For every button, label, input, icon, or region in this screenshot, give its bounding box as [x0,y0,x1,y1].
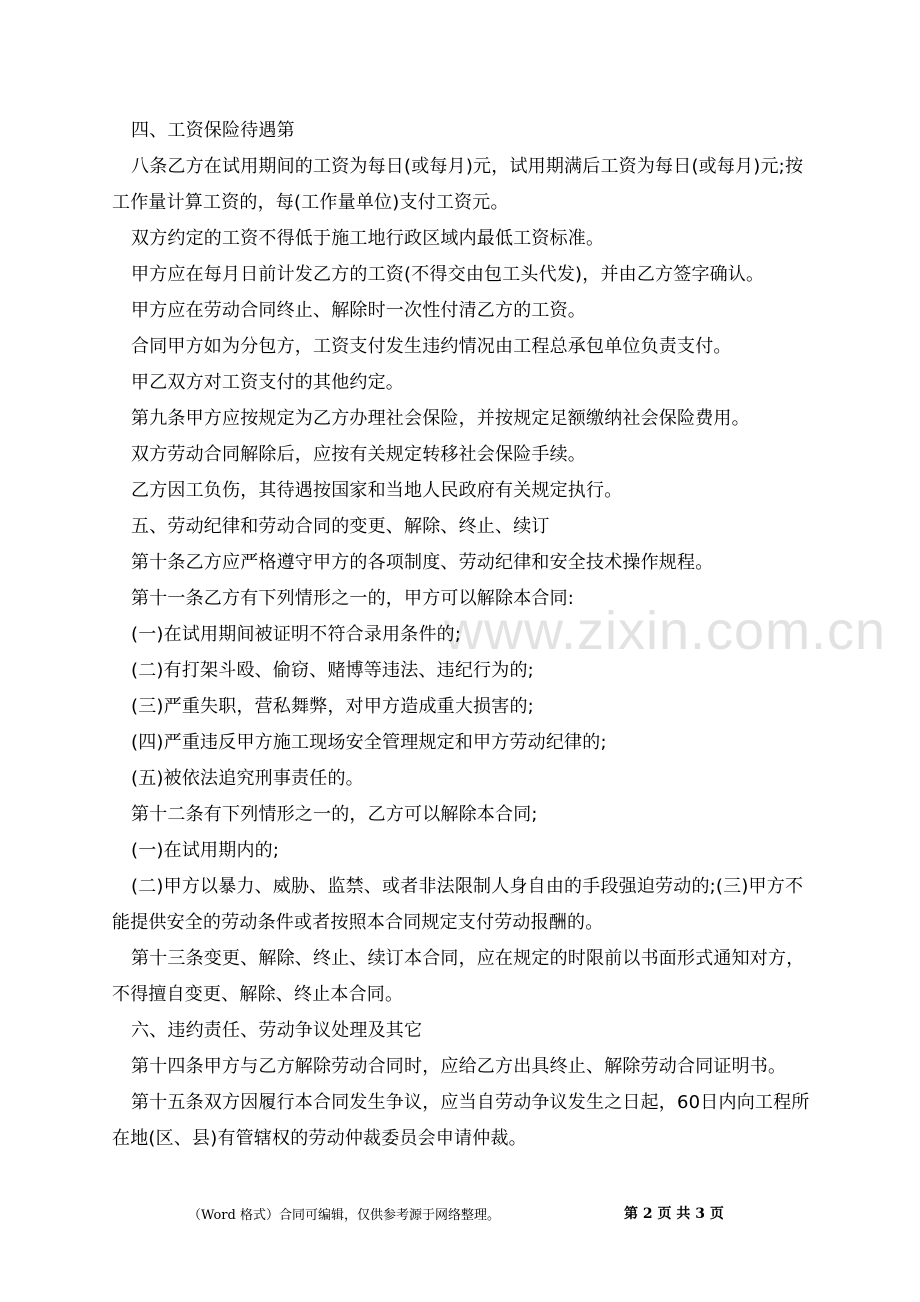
section-heading-wages: 四、工资保险待遇第 [131,120,295,141]
document-body [112,113,820,1157]
paragraph-work-injury: 乙方因工负伤，其待遇按国家和当地人民政府有关规定执行。 [131,480,623,501]
section-heading-liability: 六、违约责任、劳动争议处理及其它 [131,1020,423,1041]
paragraph-final-pay: 甲方应在劳动合同终止、解除时一次性付清乙方的工资。 [131,300,586,321]
list-item: (二)有打架斗殴、偷窃、赌博等违法、违纪行为的; [131,660,534,681]
clause-12-termination-by-employee: 第十二条有下列情形之一的，乙方可以解除本合同; [131,804,538,825]
paragraph-insurance-transfer: 双方劳动合同解除后，应按有关规定转移社会保险手续。 [131,444,586,465]
clause-14-certificate: 第十四条甲方与乙方解除劳动合同时，应给乙方出具终止、解除劳动合同证明书。 [131,1056,787,1077]
footer-note: （Word 格式）合同可编辑，仅供参考源于网络整理。 [188,1208,500,1223]
paragraph-other-agreements: 甲乙双方对工资支付的其他约定。 [131,372,404,393]
list-item: (四)严重违反甲方施工现场安全管理规定和甲方劳动纪律的; [131,732,607,753]
clause-15-arbitration: 第十五条双方因履行本合同发生争议，应当自劳动争议发生之日起，60日内向工程所在地(区、县)有管辖权的劳动仲裁委员会申请仲裁。 [112,1092,810,1149]
paragraph-min-wage: 双方约定的工资不得低于施工地行政区域内最低工资标准。 [131,228,605,249]
watermark: www.zixin.com.cn [444,601,887,661]
clause-13-notice: 第十三条变更、解除、终止、续订本合同，应在规定的时限前以书面形式通知对方，不得擅自变更、解除、终止本合同。 [112,948,805,1005]
paragraph-subcontractor: 合同甲方如为分包方，工资支付发生违约情况由工程总承包单位负责支付。 [131,336,732,357]
page-number: 第 2 页 共 3 页 [624,1206,724,1222]
list-item: (一)在试用期间被证明不符合录用条件的; [131,624,462,645]
clause-11-termination-by-employer: 第十一条乙方有下列情形之一的，甲方可以解除本合同: [131,588,575,609]
section-heading-discipline: 五、劳动纪律和劳动合同的变更、解除、终止、续订 [131,516,550,537]
list-item: (五)被依法追究刑事责任的。 [131,768,364,789]
list-item: (三)严重失职，营私舞弊，对甲方造成重大损害的; [131,696,534,717]
list-item: (二)甲方以暴力、威胁、监禁、或者非法限制人身自由的手段强迫劳动的;(三)甲方不能提供安全的劳动条件或者按照本合同规定支付劳动报酬的。 [112,876,804,933]
paragraph-monthly-pay: 甲方应在每月日前计发乙方的工资(不得交由包工头代发)，并由乙方签字确认。 [131,264,765,285]
clause-9-social-insurance: 第九条甲方应按规定为乙方办理社会保险，并按规定足额缴纳社会保险费用。 [131,408,750,429]
clause-10-compliance: 第十条乙方应严格遵守甲方的各项制度、劳动纪律和安全技术操作规程。 [131,552,714,573]
list-item: (一)在试用期内的; [131,840,280,861]
clause-8-wage-amount: 八条乙方在试用期间的工资为每日(或每月)元，试用期满后工资为每日(或每月)元;按工作量计算工资的，每(工作量单位)支付工资元。 [112,156,804,213]
